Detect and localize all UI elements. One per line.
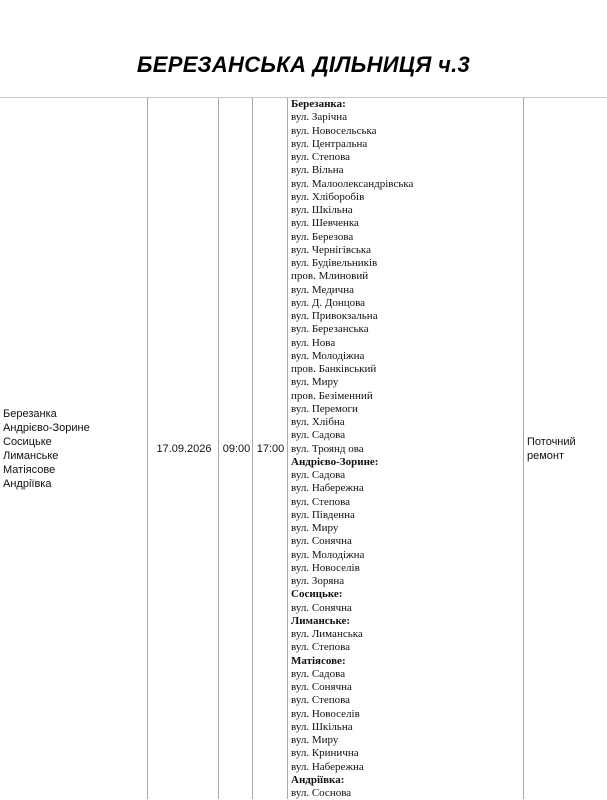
street-item: вул. Троянд ова <box>291 442 364 455</box>
street-item: вул. Миру <box>291 376 339 389</box>
street-item: пров. Банківський <box>291 363 377 375</box>
start-time-cell: 09:00 <box>222 442 251 455</box>
street-item: вул. Нова <box>291 336 336 349</box>
street-item: вул. Степова <box>291 641 351 654</box>
street-item: вул. Хлібна <box>291 416 345 428</box>
street-item: вул. Садова <box>291 429 346 442</box>
street-item: вул. Шкільна <box>291 720 353 733</box>
street-item: вул. Сонячна <box>291 681 352 693</box>
settlement-name: Андрієво-Зорине <box>3 421 90 434</box>
street-item: вул. Будівельників <box>291 257 378 269</box>
street-item: вул. Садова <box>291 469 346 481</box>
street-item: вул. Набережна <box>291 760 364 773</box>
settlement-name: Сосицьке <box>3 435 52 448</box>
street-item: пров. Безіменний <box>291 389 373 402</box>
settlement-group-title: Сосицьке: <box>291 588 343 601</box>
street-item: вул. Кринична <box>291 747 359 760</box>
street-item: вул. Миру <box>291 734 339 746</box>
settlements-cell <box>3 98 143 799</box>
settlement-name: Матіясове <box>3 463 56 476</box>
settlement-name: Андріївка <box>3 477 52 490</box>
street-item: вул. Соснова <box>291 787 352 799</box>
streets-cell <box>291 98 523 800</box>
street-item: вул. Садова <box>291 667 346 680</box>
settlement-group-title: Лиманське: <box>291 614 351 627</box>
street-item: вул. Сонячна <box>291 601 352 614</box>
settlement-group-title: Андрієво-Зорине: <box>291 455 379 468</box>
street-item: вул. Хліборобів <box>291 190 365 203</box>
street-item: вул. Малоолександрівська <box>291 177 414 190</box>
column-divider <box>523 98 524 799</box>
street-item: вул. Степова <box>291 495 351 508</box>
street-item: вул. Лиманська <box>291 628 363 640</box>
column-divider <box>287 98 288 799</box>
work-type-line: Поточний <box>527 435 576 448</box>
street-item: вул. Новосельська <box>291 124 377 137</box>
street-item: вул. Перемоги <box>291 402 358 415</box>
work-type-cell <box>527 98 605 799</box>
settlement-group-title: Березанка: <box>291 98 346 110</box>
street-item: вул. Д. Донцова <box>291 296 366 309</box>
street-item: вул. Шкільна <box>291 204 353 216</box>
street-item: вул. Березова <box>291 230 354 243</box>
street-item: вул. Молодіжна <box>291 349 365 362</box>
work-type-line: ремонт <box>527 449 565 462</box>
settlement-group-title: Матіясове: <box>291 654 346 667</box>
column-divider <box>147 98 148 799</box>
outage-table <box>0 97 607 799</box>
street-item: вул. Молодіжна <box>291 548 365 561</box>
street-item: вул. Вільна <box>291 164 344 177</box>
street-item: пров. Млиновий <box>291 270 369 283</box>
street-item: вул. Набережна <box>291 482 364 495</box>
street-item: вул. Степова <box>291 694 351 707</box>
street-item: вул. Шевченка <box>291 217 359 230</box>
street-item: вул. Новоселів <box>291 561 360 574</box>
date-cell: 17.09.2026 <box>156 442 212 455</box>
street-item: вул. Центральна <box>291 137 368 150</box>
page-title: БЕРЕЗАНСЬКА ДІЛЬНИЦЯ ч.3 <box>136 52 471 77</box>
column-divider <box>218 98 219 799</box>
street-item: вул. Миру <box>291 522 339 534</box>
street-item: вул. Чернігівська <box>291 243 371 256</box>
street-item: вул. Зарічна <box>291 111 348 124</box>
end-time-cell: 17:00 <box>256 442 285 455</box>
street-item: вул. Сонячна <box>291 535 352 548</box>
settlement-name: Лиманське <box>3 449 59 462</box>
settlements-list <box>3 407 90 491</box>
settlement-group-title: Андріївка: <box>291 773 345 786</box>
street-item: вул. Привокзальна <box>291 310 378 322</box>
street-item: вул. Зоряна <box>291 575 345 587</box>
street-item: вул. Степова <box>291 151 351 163</box>
street-item: вул. Новоселів <box>291 707 360 720</box>
settlement-name: Березанка <box>3 407 57 420</box>
work-type-text <box>527 435 576 463</box>
street-item: вул. Південна <box>291 508 355 521</box>
street-item: вул. Березанська <box>291 323 369 336</box>
street-item: вул. Медична <box>291 283 354 296</box>
